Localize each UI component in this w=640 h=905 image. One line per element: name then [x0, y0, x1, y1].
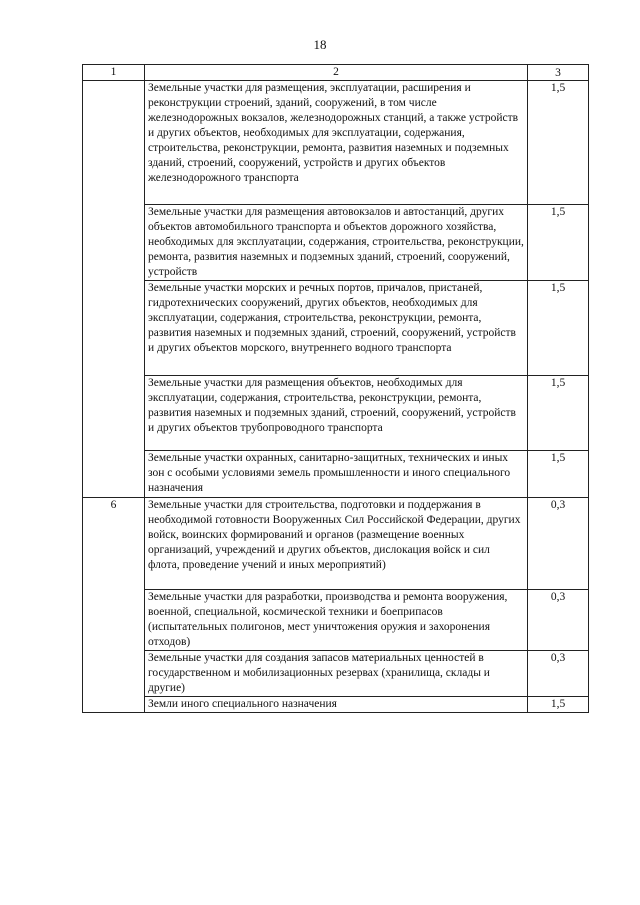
coefficient-value: 0,3 — [528, 651, 589, 697]
land-category-description: Земли иного специального назначения — [145, 697, 528, 713]
table-row — [83, 81, 589, 205]
coefficient-value: 1,5 — [528, 376, 589, 451]
land-coefficient-table — [82, 64, 589, 713]
land-category-description: Земельные участки для размещения объектов, необходимых для эксплуатации, содержания, строительства, реконструкции, ремонта, развития наземных и подземных зданий, строений, сооружений, устройств и других объектов трубопроводного транспорта — [145, 376, 528, 451]
table-row — [83, 205, 589, 281]
coefficient-value: 0,3 — [528, 498, 589, 590]
coefficient-value: 1,5 — [528, 451, 589, 498]
land-category-description: Земельные участки морских и речных портов, причалов, пристаней, гидротехнических сооружений, других объектов, необходимых для эксплуатации, содержания, строительства, реконструкции, ремонта, развития наземных и подземных зданий, строений, сооружений, устройств и других объектов морского, внутреннего водного транспорта — [145, 281, 528, 376]
coefficient-value: 1,5 — [528, 281, 589, 376]
column-header-1: 1 — [83, 65, 145, 81]
table-row — [83, 697, 589, 713]
column-header-3: 3 — [528, 65, 589, 81]
table-row — [83, 376, 589, 451]
land-category-description: Земельные участки охранных, санитарно-защитных, технических и иных зон с особыми условиями земель промышленности и иного специального назначения — [145, 451, 528, 498]
land-category-description: Земельные участки для создания запасов материальных ценностей в государственном и мобилизационных резервах (хранилища, склады и другие) — [145, 651, 528, 697]
coefficient-value: 0,3 — [528, 590, 589, 651]
group-number: 6 — [83, 498, 145, 713]
table-row — [83, 281, 589, 376]
table-row — [83, 590, 589, 651]
coefficient-value: 1,5 — [528, 81, 589, 205]
table-row — [83, 498, 589, 590]
land-category-description: Земельные участки для размещения автовокзалов и автостанций, других объектов автомобильного транспорта и объектов дорожного хозяйства, необходимых для эксплуатации, содержания, строительства, реконструкции, ремонта, развития наземных и подземных зданий, строений, сооружений, устройств — [145, 205, 528, 281]
table-row — [83, 651, 589, 697]
page-number: 18 — [313, 37, 327, 52]
coefficient-value: 1,5 — [528, 697, 589, 713]
land-category-description: Земельные участки для разработки, производства и ремонта вооружения, военной, специальной, космической техники и боеприпасов (испытательных полигонов, мест уничтожения оружия и захоронения отходов) — [145, 590, 528, 651]
land-category-description: Земельные участки для строительства, подготовки и поддержания в необходимой готовности Вооруженных Сил Российской Федерации, других войск, воинских формирований и органов (размещение военных организаций, учреждений и других объектов, дислокация войск и сил флота, проведение учений и иных мероприятий) — [145, 498, 528, 590]
coefficient-value: 1,5 — [528, 205, 589, 281]
table-header-row — [83, 65, 589, 81]
group-number — [83, 81, 145, 498]
table-row — [83, 451, 589, 498]
column-header-2: 2 — [145, 65, 528, 81]
land-category-description: Земельные участки для размещения, эксплуатации, расширения и реконструкции строений, зданий, сооружений, в том числе железнодорожных вокзалов, железнодорожных станций, а также устройств и других объектов, необходимых для эксплуатации, содержания, строительства, реконструкции, ремонта, развития наземных и подземных зданий, строений, сооружений, устройств и других объектов железнодорожного транспорта — [145, 81, 528, 205]
